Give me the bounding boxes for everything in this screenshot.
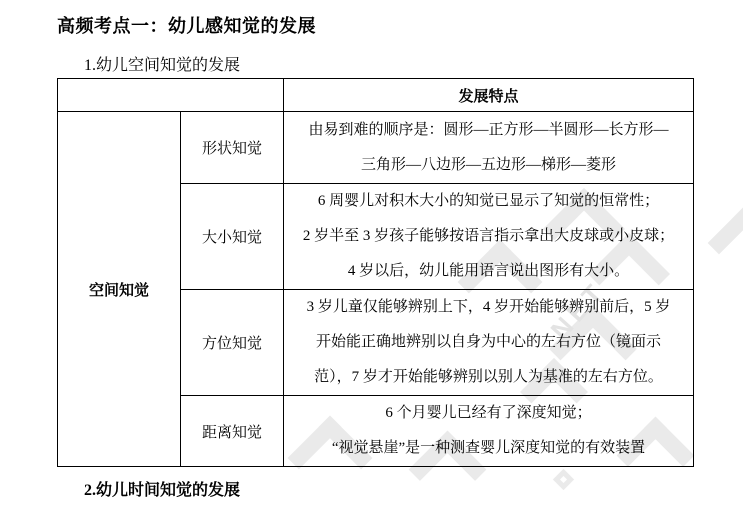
feature-line: 范），7 岁才开始能够辨别以别人为基准的左右方位。: [314, 369, 663, 385]
header-cell-development-features: 发展特点: [284, 79, 694, 112]
page-title: 高频考点一：幼儿感知觉的发展: [57, 16, 316, 36]
perception-type-cell: 方位知觉: [181, 290, 284, 396]
feature-cell: [284, 112, 694, 184]
spatial-perception-table: [57, 78, 694, 467]
feature-line: 三角形—八边形—五边形—梯形—菱形: [360, 156, 616, 173]
section-heading-time-perception: 2.幼儿时间知觉的发展: [84, 482, 241, 499]
table-row-shape-perception: [58, 112, 694, 184]
table-header-row: [58, 79, 694, 112]
feature-line: 4 岁以后，幼儿能用语言说出图形有大小。: [347, 263, 630, 279]
perception-type-cell: 形状知觉: [181, 112, 284, 184]
category-cell-spatial-perception: 空间知觉: [58, 112, 181, 467]
feature-line: 6 周婴儿对积木大小的知觉已显示了知觉的恒常性；: [317, 193, 660, 209]
perception-type-cell: 大小知觉: [181, 184, 284, 290]
feature-cell: [284, 290, 694, 396]
header-empty-cell: [58, 79, 284, 112]
section-heading-spatial-perception: 1.幼儿空间知觉的发展: [84, 57, 241, 74]
feature-line: 3 岁儿童仅能够辨别上下，4 岁开始能够辨别前后，5 岁: [306, 299, 671, 315]
feature-line: 由易到难的顺序是：圆形—正方形—半圆形—长方形—: [308, 121, 669, 138]
feature-line: 开始能正确地辨别以自身为中心的左右方位（镜面示: [315, 334, 661, 350]
feature-line: “视觉悬崖”是一种测查婴儿深度知觉的有效装置: [331, 440, 646, 456]
feature-cell: [284, 184, 694, 290]
perception-type-cell: 距离知觉: [181, 396, 284, 467]
watermark-text: NET: [544, 275, 612, 346]
feature-cell: [284, 396, 694, 467]
feature-line: 2 岁半至 3 岁孩子能够按语言指示拿出大皮球或小皮球；: [302, 228, 675, 244]
feature-line: 6 个月婴儿已经有了深度知觉；: [385, 405, 592, 421]
